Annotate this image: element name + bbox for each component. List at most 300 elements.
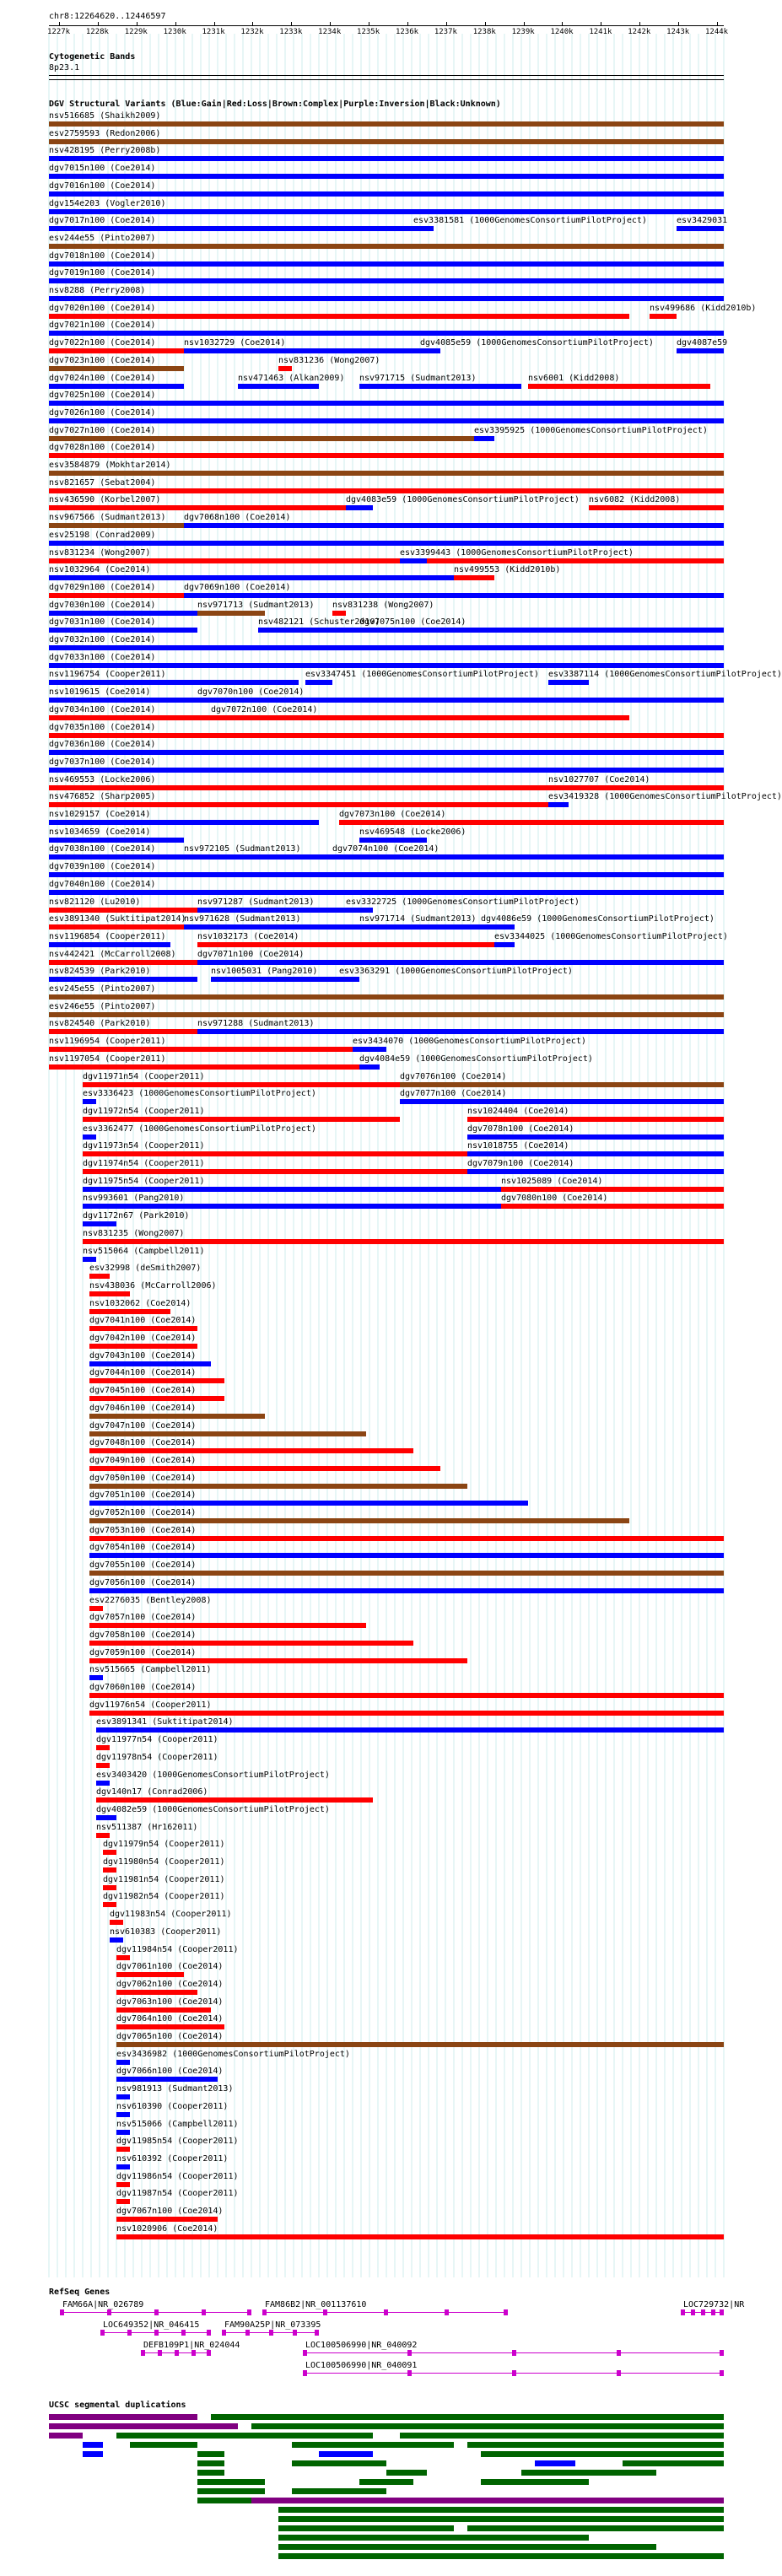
- gene-exon[interactable]: [323, 2309, 327, 2315]
- segdup-block[interactable]: [83, 2442, 103, 2448]
- sv-feature-bar[interactable]: [89, 1378, 224, 1383]
- segdup-block[interactable]: [278, 2525, 454, 2531]
- sv-feature-bar[interactable]: [184, 523, 724, 528]
- sv-feature-bar[interactable]: [116, 2164, 130, 2169]
- sv-feature-bar[interactable]: [184, 924, 359, 930]
- sv-feature-bar[interactable]: [89, 1623, 366, 1628]
- sv-label: dgv7027n100 (Coe2014): [49, 425, 156, 435]
- sv-feature-bar[interactable]: [83, 1239, 724, 1244]
- sv-feature-bar[interactable]: [116, 2060, 130, 2065]
- sv-label: dgv7018n100 (Coe2014): [49, 251, 156, 261]
- sv-feature-bar[interactable]: [83, 1257, 96, 1262]
- sv-feature-bar[interactable]: [49, 1012, 724, 1017]
- sv-feature-bar[interactable]: [548, 785, 724, 790]
- gene-exon[interactable]: [245, 2330, 250, 2336]
- segdup-block[interactable]: [197, 2451, 224, 2457]
- sv-feature-bar[interactable]: [49, 908, 197, 913]
- gene-exon[interactable]: [384, 2309, 388, 2315]
- gene-exon[interactable]: [141, 2350, 145, 2356]
- gene-label: FAM66A|NR_026789: [62, 2300, 144, 2309]
- sv-feature-bar[interactable]: [474, 436, 494, 441]
- gene-exon[interactable]: [158, 2350, 162, 2356]
- sv-feature-bar[interactable]: [49, 209, 724, 214]
- sv-feature-bar[interactable]: [116, 2024, 224, 2029]
- sv-feature-bar[interactable]: [454, 575, 494, 580]
- gene-exon[interactable]: [222, 2330, 226, 2336]
- sv-feature-bar[interactable]: [197, 1029, 724, 1034]
- sv-feature-bar[interactable]: [49, 418, 724, 423]
- sv-feature-bar[interactable]: [49, 645, 724, 650]
- sv-feature-bar[interactable]: [89, 1693, 724, 1698]
- sv-feature-bar[interactable]: [89, 1344, 197, 1349]
- sv-feature-bar[interactable]: [96, 1833, 110, 1838]
- sv-feature-bar[interactable]: [49, 960, 197, 965]
- sv-feature-bar[interactable]: [494, 942, 515, 947]
- gene-exon[interactable]: [720, 2309, 724, 2315]
- sv-label: esv32998 (deSmith2007): [89, 1264, 202, 1274]
- segdup-block[interactable]: [386, 2470, 427, 2476]
- sv-label: dgv7048n100 (Coe2014): [89, 1438, 197, 1448]
- sv-feature-bar[interactable]: [400, 558, 427, 563]
- sv-feature-bar[interactable]: [110, 1937, 123, 1943]
- sv-feature-bar[interactable]: [49, 628, 197, 633]
- sv-feature-bar[interactable]: [677, 348, 724, 353]
- sv-feature-bar[interactable]: [89, 1588, 724, 1593]
- sv-feature-bar[interactable]: [89, 1414, 265, 1419]
- sv-feature-bar[interactable]: [49, 488, 724, 493]
- sv-feature-bar[interactable]: [96, 1727, 724, 1733]
- sv-label: dgv11980n54 (Cooper2011): [103, 1857, 225, 1867]
- sv-feature-bar[interactable]: [89, 1448, 413, 1453]
- segdup-block[interactable]: [521, 2470, 656, 2476]
- sv-feature-bar[interactable]: [49, 471, 724, 476]
- sv-feature-bar[interactable]: [359, 838, 427, 843]
- sv-feature-bar[interactable]: [49, 523, 184, 528]
- sv-feature-bar[interactable]: [49, 663, 724, 668]
- sv-feature-bar[interactable]: [467, 1134, 724, 1140]
- sv-label: dgv4082e59 (1000GenomesConsortiumPilotProject): [96, 1804, 330, 1814]
- gene-exon[interactable]: [720, 2370, 724, 2376]
- segdup-block[interactable]: [292, 2460, 386, 2466]
- sv-feature-bar[interactable]: [49, 401, 724, 406]
- gene-exon[interactable]: [445, 2309, 449, 2315]
- segdup-block[interactable]: [535, 2460, 575, 2466]
- gene-exon[interactable]: [60, 2309, 64, 2315]
- sv-feature-bar[interactable]: [49, 156, 724, 161]
- sv-feature-bar[interactable]: [238, 384, 319, 389]
- sv-feature-bar[interactable]: [89, 1431, 366, 1436]
- sv-feature-bar[interactable]: [49, 261, 724, 267]
- ruler-tick-label: 1242k: [628, 28, 651, 36]
- sv-label: dgv7062n100 (Coe2014): [116, 1979, 224, 1989]
- segdup-block[interactable]: [211, 2414, 724, 2420]
- sv-label: esv3336423 (1000GenomesConsortiumPilotProject): [83, 1089, 316, 1099]
- sv-feature-bar[interactable]: [49, 331, 724, 336]
- sv-feature-bar[interactable]: [339, 820, 724, 825]
- gene-exon[interactable]: [247, 2309, 251, 2315]
- sv-feature-bar[interactable]: [49, 872, 724, 877]
- sv-feature-bar[interactable]: [467, 1151, 724, 1156]
- sv-feature-bar[interactable]: [49, 785, 548, 790]
- segdup-block[interactable]: [130, 2442, 197, 2448]
- gene-exon[interactable]: [154, 2330, 159, 2336]
- sv-feature-bar[interactable]: [49, 733, 724, 738]
- sv-feature-bar[interactable]: [116, 1955, 130, 1960]
- sv-feature-bar[interactable]: [49, 977, 197, 982]
- sv-feature-bar[interactable]: [528, 384, 710, 389]
- sv-label: nsv967566 (Sudmant2013): [49, 513, 166, 523]
- sv-feature-bar[interactable]: [96, 1815, 116, 1820]
- sv-label: dgv7059n100 (Coe2014): [89, 1647, 197, 1657]
- ruler-tick-label: 1238k: [472, 28, 496, 36]
- sv-feature-bar[interactable]: [49, 191, 724, 197]
- segdup-block[interactable]: [278, 2553, 724, 2559]
- sv-feature-bar[interactable]: [278, 366, 292, 371]
- sv-label: esv3891341 (Suktitipat2014): [96, 1717, 234, 1727]
- segdup-block[interactable]: [400, 2433, 724, 2439]
- gene-exon[interactable]: [293, 2330, 297, 2336]
- sv-label: dgv7061n100 (Coe2014): [116, 1962, 224, 1972]
- sv-feature-bar[interactable]: [116, 2199, 130, 2204]
- sv-feature-bar[interactable]: [49, 226, 420, 231]
- gene-exon[interactable]: [720, 2350, 724, 2356]
- sv-feature-bar[interactable]: [103, 1867, 116, 1873]
- ruler-tick: [407, 22, 408, 26]
- sv-feature-bar[interactable]: [83, 1082, 400, 1087]
- segdup-block[interactable]: [197, 2470, 224, 2476]
- sv-feature-bar[interactable]: [197, 908, 346, 913]
- gene-label: LOC100506990|NR_040091: [305, 2361, 418, 2370]
- sv-feature-bar[interactable]: [49, 121, 724, 127]
- sv-feature-bar[interactable]: [305, 680, 332, 685]
- ruler-tick-label: 1228k: [85, 28, 109, 36]
- sv-feature-bar[interactable]: [49, 802, 548, 807]
- segdup-block[interactable]: [278, 2544, 656, 2550]
- segdup-block[interactable]: [278, 2507, 724, 2513]
- sv-feature-bar[interactable]: [49, 348, 184, 353]
- segdup-block[interactable]: [467, 2525, 724, 2531]
- sv-feature-bar[interactable]: [83, 1099, 96, 1104]
- sv-feature-bar[interactable]: [116, 1972, 184, 1977]
- sv-feature-bar[interactable]: [197, 960, 724, 965]
- sv-feature-bar[interactable]: [49, 854, 184, 860]
- sv-feature-bar[interactable]: [359, 628, 724, 633]
- segdup-block[interactable]: [251, 2498, 724, 2503]
- segdup-block[interactable]: [292, 2488, 386, 2494]
- gene-exon[interactable]: [175, 2350, 179, 2356]
- sv-feature-bar[interactable]: [49, 611, 197, 616]
- sv-label: nsv821120 (Lu2010): [49, 897, 141, 907]
- sv-label: nsv971287 (Sudmant2013): [197, 897, 315, 907]
- segdup-block[interactable]: [319, 2451, 373, 2457]
- ruler-tick-label: 1229k: [124, 28, 148, 36]
- gene-exon[interactable]: [681, 2309, 685, 2315]
- gene-exon[interactable]: [269, 2330, 273, 2336]
- sv-label: nsv1032729 (Coe2014): [184, 338, 286, 348]
- sv-feature-bar[interactable]: [83, 1151, 467, 1156]
- sv-feature-bar[interactable]: [49, 366, 184, 371]
- segdup-block[interactable]: [359, 2479, 413, 2485]
- sv-feature-bar[interactable]: [413, 226, 434, 231]
- gene-exon[interactable]: [181, 2330, 186, 2336]
- sv-feature-bar[interactable]: [481, 924, 515, 930]
- sv-label: nsv971715 (Sudmant2013): [359, 373, 477, 383]
- sv-feature-bar[interactable]: [89, 1606, 103, 1611]
- sv-feature-bar[interactable]: [49, 244, 724, 249]
- sv-feature-bar[interactable]: [49, 890, 724, 895]
- sv-feature-bar[interactable]: [211, 715, 629, 720]
- sv-feature-bar[interactable]: [83, 1117, 400, 1122]
- gene-exon[interactable]: [207, 2330, 211, 2336]
- sv-feature-bar[interactable]: [89, 1658, 467, 1663]
- sv-feature-bar[interactable]: [49, 1047, 353, 1052]
- sv-feature-bar[interactable]: [49, 453, 724, 458]
- sv-feature-bar[interactable]: [49, 994, 724, 1000]
- sv-feature-bar[interactable]: [197, 698, 724, 703]
- gene-exon[interactable]: [154, 2309, 159, 2315]
- segdup-block[interactable]: [481, 2451, 724, 2457]
- sv-feature-bar[interactable]: [103, 1885, 116, 1890]
- sv-feature-bar[interactable]: [89, 1641, 413, 1646]
- sv-feature-bar[interactable]: [49, 541, 724, 546]
- gene-exon[interactable]: [191, 2350, 196, 2356]
- sv-feature-bar[interactable]: [211, 977, 339, 982]
- sv-feature-bar[interactable]: [339, 977, 359, 982]
- sv-feature-bar[interactable]: [49, 558, 724, 563]
- sv-label: dgv7053n100 (Coe2014): [89, 1525, 197, 1535]
- sv-feature-bar[interactable]: [89, 1501, 528, 1506]
- sv-label: nsv471463 (Alkan2009): [238, 373, 345, 383]
- sv-feature-bar[interactable]: [89, 1571, 724, 1576]
- sv-feature-bar[interactable]: [49, 680, 299, 685]
- segdup-block[interactable]: [49, 2414, 197, 2420]
- sv-feature-bar[interactable]: [332, 854, 724, 860]
- segdup-block[interactable]: [623, 2460, 724, 2466]
- sv-feature-bar[interactable]: [359, 924, 481, 930]
- ruler-tick-label: 1237k: [434, 28, 457, 36]
- sv-feature-bar[interactable]: [116, 2042, 724, 2047]
- sv-label: nsv1005031 (Pang2010): [211, 967, 318, 977]
- sv-feature-bar[interactable]: [83, 1204, 501, 1209]
- sv-feature-bar[interactable]: [49, 924, 184, 930]
- ruler-tick-label: 1230k: [163, 28, 186, 36]
- sv-feature-bar[interactable]: [89, 1309, 170, 1314]
- gene-exon[interactable]: [512, 2350, 516, 2356]
- sv-feature-bar[interactable]: [89, 1291, 130, 1296]
- sv-feature-bar[interactable]: [49, 384, 184, 389]
- sv-feature-bar[interactable]: [116, 2217, 218, 2222]
- sv-label: dgv7050n100 (Coe2014): [89, 1473, 197, 1483]
- segdup-block[interactable]: [278, 2535, 589, 2541]
- sv-feature-bar[interactable]: [400, 1082, 724, 1087]
- sv-feature-bar[interactable]: [96, 1781, 110, 1786]
- segdup-block[interactable]: [197, 2460, 224, 2466]
- sv-feature-bar[interactable]: [359, 384, 521, 389]
- sv-feature-bar[interactable]: [650, 314, 677, 319]
- sv-feature-bar[interactable]: [332, 611, 346, 616]
- sv-feature-bar[interactable]: [116, 2130, 130, 2135]
- sv-feature-bar[interactable]: [89, 1553, 724, 1558]
- segdup-block[interactable]: [251, 2423, 724, 2429]
- sv-feature-bar[interactable]: [353, 1047, 386, 1052]
- sv-label: dgv11985n54 (Cooper2011): [116, 2137, 239, 2147]
- sv-label: dgv7016n100 (Coe2014): [49, 181, 156, 191]
- sv-feature-bar[interactable]: [116, 2077, 218, 2082]
- sv-feature-bar[interactable]: [197, 611, 265, 616]
- sv-label: dgv7052n100 (Coe2014): [89, 1508, 197, 1517]
- sv-label: dgv11986n54 (Cooper2011): [116, 2171, 239, 2181]
- sv-label: dgv7079n100 (Coe2014): [467, 1159, 574, 1168]
- sv-feature-bar[interactable]: [49, 314, 629, 319]
- sv-feature-bar[interactable]: [49, 436, 474, 441]
- sv-feature-bar[interactable]: [49, 698, 197, 703]
- sv-label: nsv1032964 (Coe2014): [49, 565, 151, 575]
- sv-feature-bar[interactable]: [184, 854, 332, 860]
- sv-feature-bar[interactable]: [49, 1029, 197, 1034]
- sv-label: nsv1025089 (Coe2014): [501, 1176, 603, 1186]
- sv-feature-bar[interactable]: [49, 505, 353, 510]
- refseq-title: RefSeq Genes: [49, 2288, 111, 2297]
- sv-feature-bar[interactable]: [89, 1484, 467, 1489]
- segdup-block[interactable]: [292, 2442, 454, 2448]
- sv-feature-bar[interactable]: [116, 2007, 211, 2013]
- sv-feature-bar[interactable]: [83, 1169, 467, 1174]
- sv-feature-bar[interactable]: [83, 1221, 116, 1226]
- segdup-title: UCSC segmental duplications: [49, 2401, 186, 2410]
- gene-exon[interactable]: [701, 2309, 705, 2315]
- sv-feature-bar[interactable]: [96, 1797, 373, 1803]
- sv-feature-bar[interactable]: [49, 139, 724, 144]
- sv-feature-bar[interactable]: [677, 226, 724, 231]
- sv-feature-bar[interactable]: [501, 1204, 724, 1209]
- sv-feature-bar[interactable]: [346, 908, 373, 913]
- sv-feature-bar[interactable]: [49, 174, 724, 179]
- segdup-block[interactable]: [278, 2516, 724, 2522]
- gene-exon[interactable]: [407, 2370, 412, 2376]
- gene-exon[interactable]: [691, 2309, 695, 2315]
- gene-label: LOC729732|NR: [683, 2300, 745, 2309]
- sv-feature-bar[interactable]: [49, 715, 211, 720]
- segdup-block[interactable]: [116, 2433, 373, 2439]
- sv-label: dgv4086e59 (1000GenomesConsortiumPilotProject): [481, 914, 715, 924]
- segdup-block[interactable]: [49, 2433, 83, 2439]
- sv-feature-bar[interactable]: [103, 1902, 116, 1907]
- gene-exon[interactable]: [407, 2350, 412, 2356]
- sv-label: dgv7037n100 (Coe2014): [49, 757, 156, 767]
- sv-feature-bar[interactable]: [83, 1187, 501, 1192]
- sv-feature-bar[interactable]: [467, 1169, 724, 1174]
- sv-label: dgv7066n100 (Coe2014): [116, 2067, 224, 2077]
- sv-feature-bar[interactable]: [89, 1466, 440, 1471]
- sv-feature-bar[interactable]: [49, 838, 184, 843]
- sv-feature-bar[interactable]: [89, 1361, 211, 1366]
- gene-exon[interactable]: [207, 2350, 211, 2356]
- segdup-block[interactable]: [197, 2479, 265, 2485]
- sv-feature-bar[interactable]: [116, 2147, 130, 2152]
- gene-exon[interactable]: [127, 2330, 132, 2336]
- gene-exon[interactable]: [100, 2330, 105, 2336]
- gene-exon[interactable]: [303, 2350, 307, 2356]
- segdup-block[interactable]: [467, 2442, 724, 2448]
- sv-feature-bar[interactable]: [49, 278, 724, 283]
- segdup-block[interactable]: [49, 2423, 238, 2429]
- sv-feature-bar[interactable]: [501, 1187, 724, 1192]
- sv-feature-bar[interactable]: [548, 680, 589, 685]
- sv-feature-bar[interactable]: [116, 2112, 130, 2117]
- sv-feature-bar[interactable]: [548, 802, 569, 807]
- sv-feature-bar[interactable]: [110, 1920, 123, 1925]
- sv-feature-bar[interactable]: [49, 296, 724, 301]
- gene-exon[interactable]: [303, 2370, 307, 2376]
- sv-feature-bar[interactable]: [96, 1745, 110, 1750]
- sv-label: dgv7045n100 (Coe2014): [89, 1386, 197, 1396]
- sv-feature-bar[interactable]: [49, 820, 319, 825]
- sv-feature-bar[interactable]: [89, 1536, 724, 1541]
- gene-exon[interactable]: [107, 2309, 111, 2315]
- sv-feature-bar[interactable]: [184, 348, 420, 353]
- sv-label: nsv469548 (Locke2006): [359, 827, 467, 837]
- sv-feature-bar[interactable]: [49, 768, 724, 773]
- gene-exon[interactable]: [711, 2309, 715, 2315]
- sv-feature-bar[interactable]: [116, 2234, 724, 2239]
- sv-feature-bar[interactable]: [103, 1850, 116, 1855]
- sv-feature-bar[interactable]: [49, 593, 184, 598]
- sv-feature-bar[interactable]: [89, 1518, 629, 1523]
- sv-feature-bar[interactable]: [89, 1711, 724, 1716]
- sv-feature-bar[interactable]: [89, 1675, 103, 1680]
- sv-feature-bar[interactable]: [49, 942, 170, 947]
- ruler-tick-label: 1241k: [589, 28, 612, 36]
- gene-exon[interactable]: [202, 2309, 206, 2315]
- gene-exon[interactable]: [504, 2309, 508, 2315]
- ruler-tick: [330, 22, 331, 26]
- sv-label: esv3403420 (1000GenomesConsortiumPilotProject): [96, 1770, 330, 1780]
- sv-feature-bar[interactable]: [116, 2094, 130, 2099]
- sv-feature-bar[interactable]: [258, 628, 359, 633]
- sv-feature-bar[interactable]: [49, 750, 724, 755]
- segdup-block[interactable]: [83, 2451, 103, 2457]
- sv-feature-bar[interactable]: [400, 1099, 724, 1104]
- sv-feature-bar[interactable]: [89, 1326, 197, 1331]
- sv-feature-bar[interactable]: [184, 593, 724, 598]
- segdup-block[interactable]: [197, 2488, 265, 2494]
- sv-feature-bar[interactable]: [96, 1763, 110, 1768]
- gene-exon[interactable]: [512, 2370, 516, 2376]
- sv-label: esv3395925 (1000GenomesConsortiumPilotProject): [474, 425, 708, 435]
- sv-feature-bar[interactable]: [359, 1064, 380, 1070]
- sv-feature-bar[interactable]: [420, 348, 440, 353]
- gene-exon[interactable]: [262, 2309, 267, 2315]
- segdup-block[interactable]: [481, 2479, 589, 2485]
- sv-feature-bar[interactable]: [346, 505, 373, 510]
- sv-feature-bar[interactable]: [467, 1117, 724, 1122]
- sv-feature-bar[interactable]: [89, 1396, 224, 1401]
- sv-label: dgv4084e59 (1000GenomesConsortiumPilotProject): [359, 1054, 593, 1064]
- sv-feature-bar[interactable]: [83, 1134, 96, 1140]
- sv-feature-bar[interactable]: [116, 1990, 197, 1995]
- ruler-tick: [717, 22, 718, 26]
- sv-label: dgv7024n100 (Coe2014): [49, 373, 156, 383]
- sv-feature-bar[interactable]: [89, 1274, 110, 1279]
- sv-feature-bar[interactable]: [197, 942, 494, 947]
- sv-feature-bar[interactable]: [589, 505, 724, 510]
- gene-exon[interactable]: [617, 2370, 621, 2376]
- sv-feature-bar[interactable]: [116, 2182, 130, 2187]
- gene-exon[interactable]: [617, 2350, 621, 2356]
- gene-exon[interactable]: [315, 2330, 319, 2336]
- sv-feature-bar[interactable]: [49, 1064, 359, 1070]
- sv-feature-bar[interactable]: [49, 575, 454, 580]
